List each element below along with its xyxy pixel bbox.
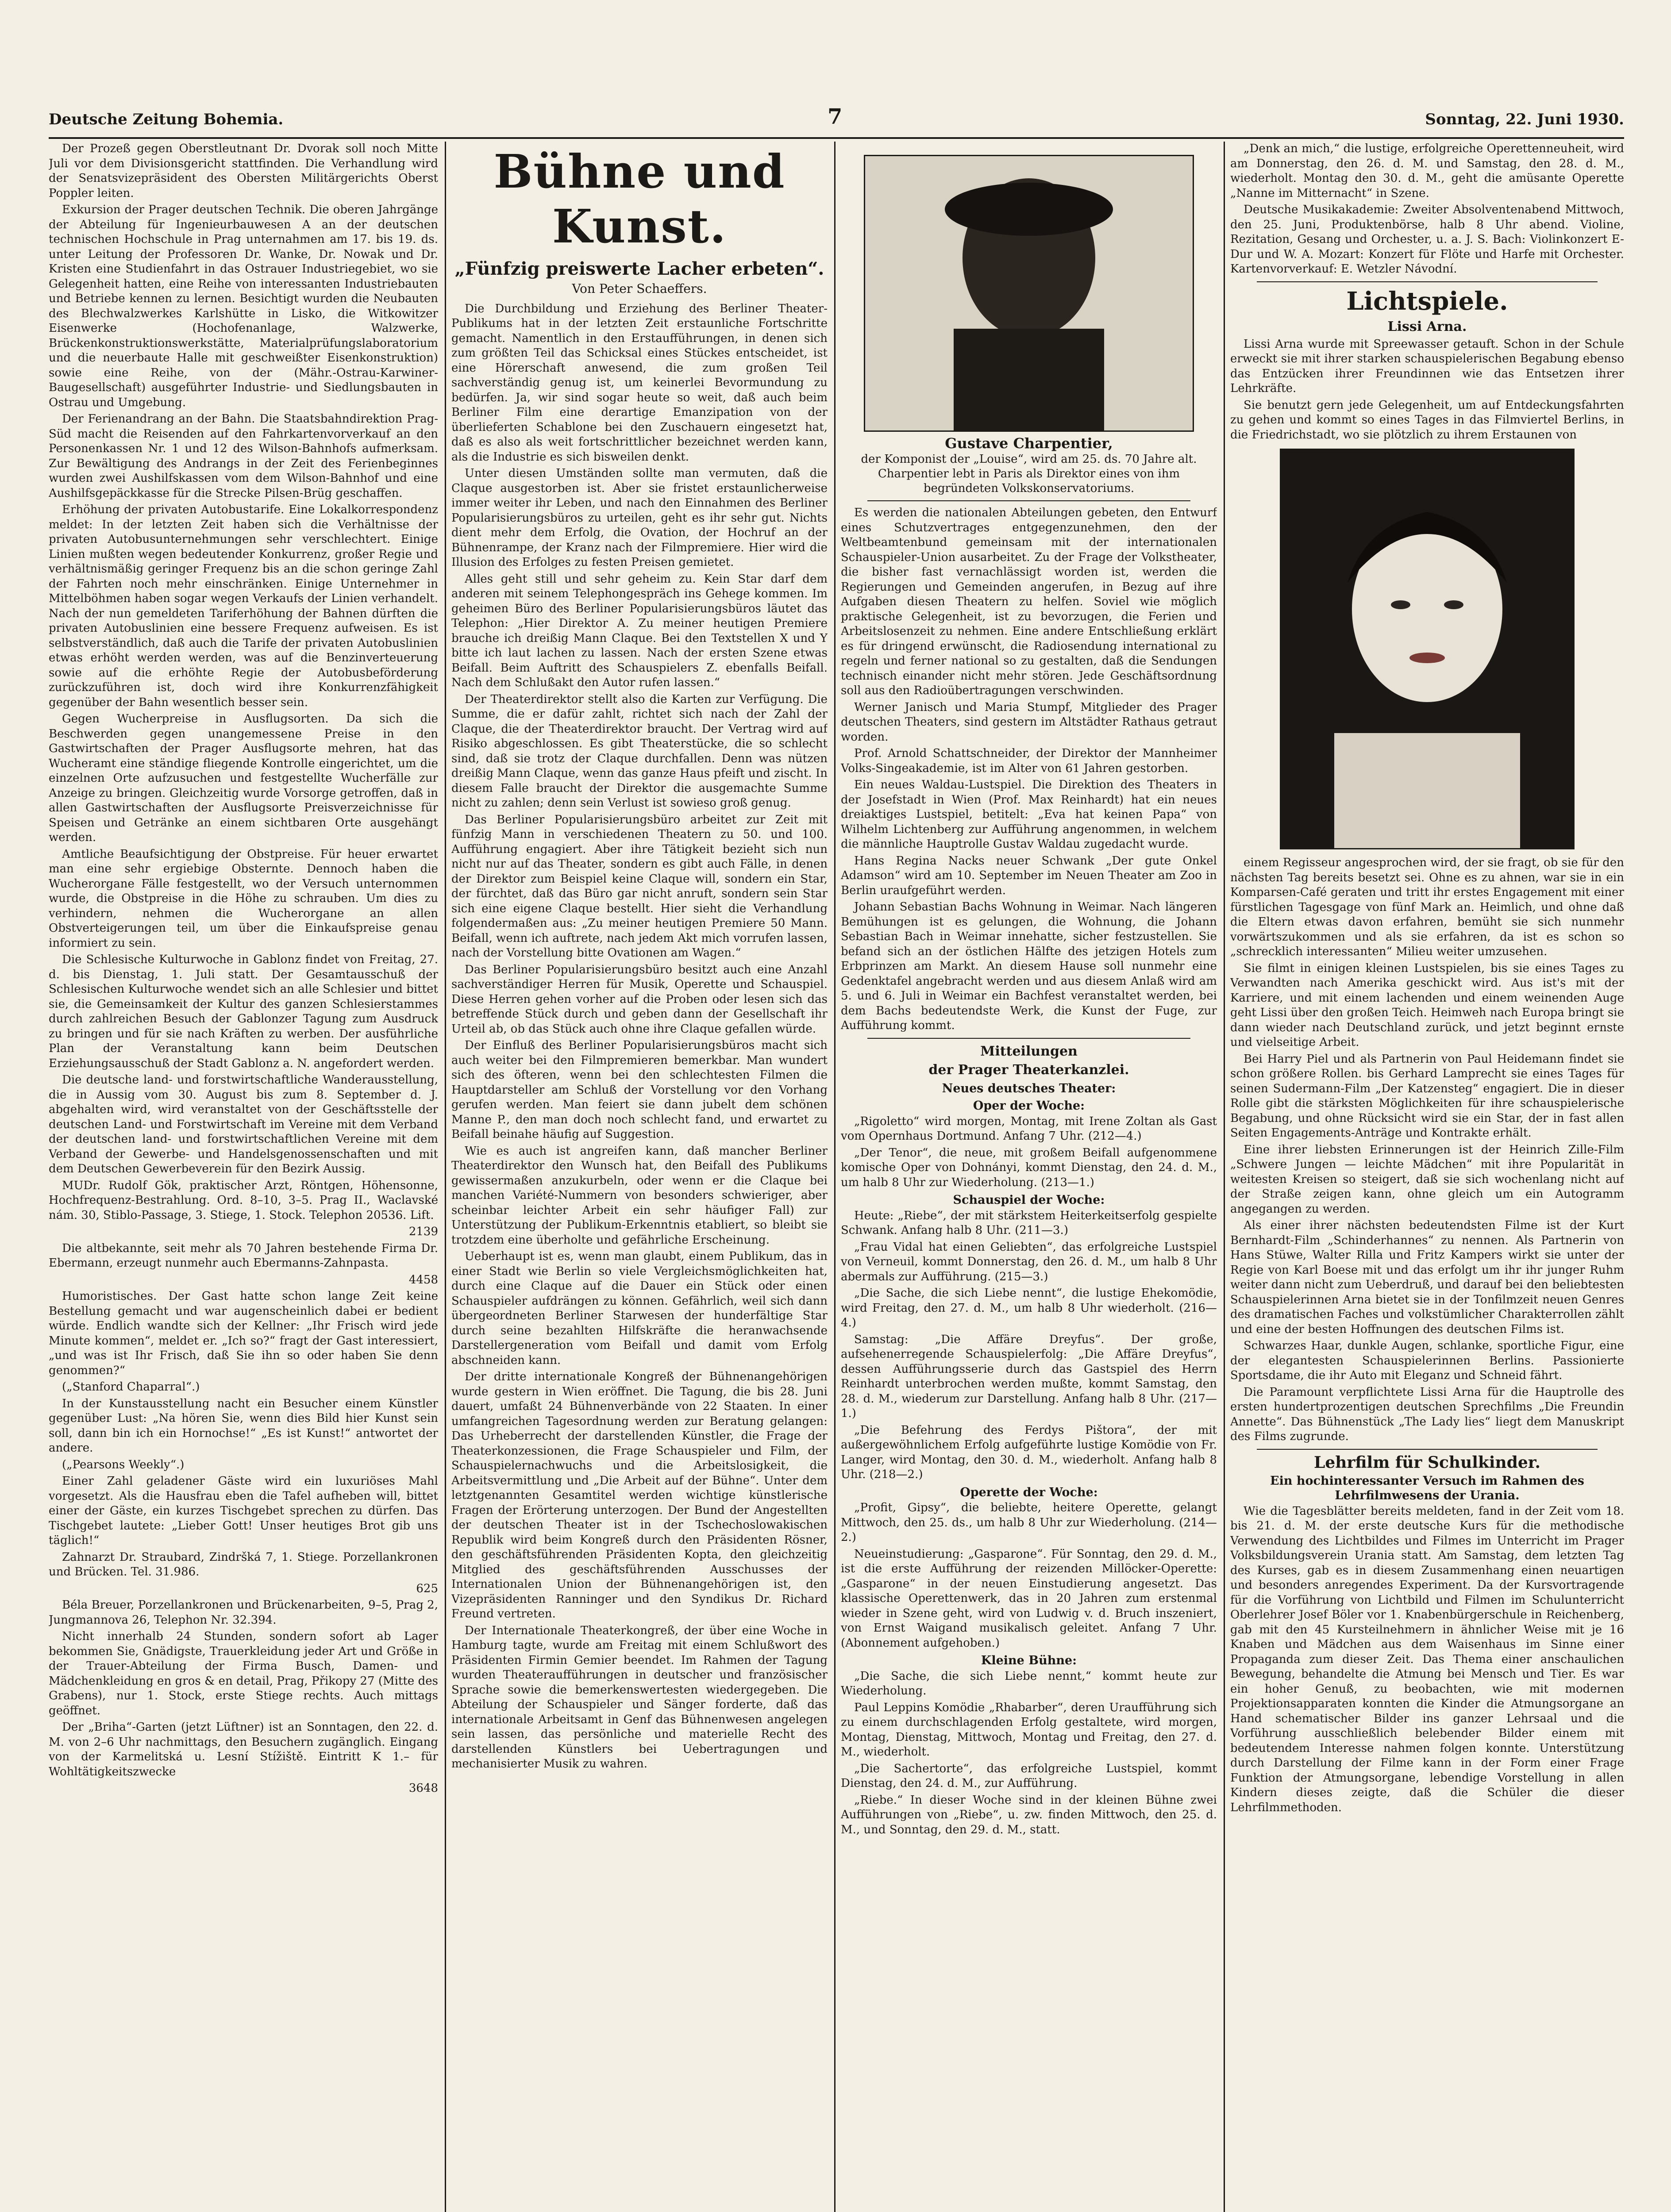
paragraph: „Rigoletto“ wird morgen, Montag, mit Irene Zoltan als Gast vom Opernhaus Dortmund. Anfang 7 Uhr. (212—4.) bbox=[841, 1114, 1217, 1143]
paragraph: Nicht innerhalb 24 Stunden, sondern sofort ab Lager bekommen Sie, Gnädigste, Trauerkleidung jeder Art und Größe in der Trauer-Abteilung der Firma Busch, Damen- und Mädchenkleidung en gros & en detail, Prag, Přikopy 27 (Mitte des Grabens), nur 1. Stock, erste Stiege rechts. Auch mittags geöffnet. bbox=[49, 1630, 438, 1717]
divider bbox=[867, 500, 1190, 501]
schauspiel-heading: Schauspiel der Woche: bbox=[953, 1193, 1105, 1207]
paragraph: „Denk an mich,“ die lustige, erfolgreiche Operettenneuheit, wird am Donnerstag, den 26. d. M. und Samstag, den 28. d. M., wiederholt. Montag den 30. d. M., geht die amüsante Operette „Nanne im Mitternacht“ in Szene. bbox=[1230, 142, 1624, 200]
paragraph: Prof. Arnold Schattschneider, der Direktor der Mannheimer Volks-Singeakademie, ist im Alter von 61 Jahren gestorben. bbox=[841, 747, 1217, 775]
paragraph: Die Schlesische Kulturwoche in Gablonz findet von Freitag, 27. d. bis Dienstag, 1. Juli statt. Der Gesamtausschuß der Schlesischen Kulturwoche wendet sich an alle Schlesier und bittet sie, die Gemeinsamkeit der Kultur des ganzen Schlesierstammes durch zahlreichen Besuch der Gablonzer Tagung zum Ausdruck zu bringen und für sie nach Kräften zu werben. Der ausführliche Plan der Veranstaltung kann beim Deutschen Erziehungsausschuß der Stadt Gablonz a. N. angefordert werden. bbox=[49, 953, 438, 1070]
column-rule bbox=[834, 142, 836, 2212]
paragraph: Der „Briha“-Garten (jetzt Lüftner) ist an Sonntagen, den 22. d. M. von 2–6 Uhr nachmittags, den Besuchern zugänglich. Eingang von der Karmelitská u. Lesní Stížiště. Eintritt K 1.– für Wohltätigkeitszwecke bbox=[49, 1720, 438, 1778]
paragraph: Der dritte internationale Kongreß der Bühnenangehörigen wurde gestern in Wien eröffnet. Die Tagung, die bis 28. Juni dauert, umfaßt 24 Bühnenverbände von 22 Staaten. In einer umfangreichen Tagesordnung werden zur Beratung gelangen: Das Urheberrecht der darstellenden Künstler, die Frage der Theaterkonzessionen, die Frage Schauspieler und Film, der Schauspielernachwuchs und die Arbeitslosigkeit, die Arbeitsvermittlung und „Die Arbeit auf der Bühne“. Unter dem letztgenannten Gesamtitel werden wichtige künstlerische Fragen der Erörterung unterzogen. Der Bund der Angestellten der deutschen Theater ist in der Tschechoslowakischen Republik wird beim Kongreß durch den Präsidenten Rösner, den geschäftsführenden Präsidenten Kopta, den gleichzeitig Mitglied des geschäftsführenden Ausschusses der Internationalen Union der Bühnenangehörigen ist, den Vizepräsidenten Ranninger und den Syndikus Dr. Richard Freund vertreten. bbox=[451, 1370, 828, 1621]
portrait-charpentier bbox=[864, 155, 1194, 432]
paragraph: („Stanford Chaparral“.) bbox=[62, 1380, 200, 1394]
announcements bbox=[1230, 142, 1624, 277]
portrait-name: Gustave Charpentier, bbox=[945, 435, 1113, 452]
mitteilungen-subtitle: der Prager Theaterkanzlei. bbox=[928, 1062, 1129, 1078]
lehrfilm-body bbox=[1230, 1504, 1624, 1816]
paragraph: Einer Zahl geladener Gäste wird ein luxuriöses Mahl vorgesetzt. Als die Hausfrau eben die Tafel aufheben will, bittet einer der Gäste, ein kurzes Tischgebet sprechen zu dürfen. Das Tischgebet lautete: „Lieber Gott! Unser heutiges Brot gib uns täglich!“ bbox=[49, 1475, 438, 1547]
paper-name: Deutsche Zeitung Bohemia. bbox=[49, 111, 284, 128]
issue-date: Sonntag, 22. Juni 1930. bbox=[1425, 111, 1624, 128]
lichtspiele-title: Lichtspiele. bbox=[1346, 286, 1508, 316]
lehrfilm-subtitle: Ein hochinteressanter Versuch im Rahmen des Lehrfilmwesens der Urania. bbox=[1270, 1474, 1584, 1502]
paragraph: Exkursion der Prager deutschen Technik. Die oberen Jahrgänge der Abteilung für Ingenieurbauwesen A an der deutschen technischen Hochschule in Prag unternahmen am 17. bis 19. ds. unter Leitung der Professoren Dr. Wanke, Dr. Nowak und Dr. Kristen eine Studienfahrt in das Ostrauer Industriegebiet, wo sie Gelegenheit hatten, eine Reihe von interessanten Industriebauten und Betriebe kennen zu lernen. Besichtigt wurden die Neubauten des Blechwalzwerkes Karlshütte in Lisko, die Witkowitzer Eisenwerke (Hochofenanlage, Walzwerke, Brückenkonstruktionswerkstätte, Materialprüfungslaboratorium und die neuerbaute Halle mit geschweißter Eisenkonstruktion) sowie eine Reihe, von der (Mähr.-Ostrau-Karwiner-Baugesellschaft) ausgeführter Industrie- und Siedlungsbauten in Ostrau und Umgebung. bbox=[49, 203, 438, 409]
paragraph: „Die Sachertorte“, das erfolgreiche Lustspiel, kommt Dienstag, den 24. d. M., zur Aufführung. bbox=[841, 1762, 1217, 1790]
paragraph: Johann Sebastian Bachs Wohnung in Weimar. Nach längeren Bemühungen ist es gelungen, die Wohnung, die Johann Sebastian Bach in Weimar innehatte, sicher festzustellen. Sie befand sich an der östlichen Hälfte des jetzigen Hotels zum Erbprinzen am Markt. An diesem Hause soll nunmehr eine Gedenktafel angebracht werden und aus diesem Anlaß wird am 5. und 6. Juli in Weimar ein Bachfest veranstaltet werden, bei dem Bachs bedeutendste Werk, die Kunst der Fuge, zur Aufführung kommt. bbox=[841, 900, 1217, 1032]
lichtspiele-intro bbox=[1230, 337, 1624, 443]
paragraph: „Riebe.“ In dieser Woche sind in der kleinen Bühne zwei Aufführungen von „Riebe“, u. zw. finden Mittwoch, den 25. d. M., und Sonntag, den 29. d. M., statt. bbox=[841, 1793, 1217, 1836]
paragraph: Erhöhung der privaten Autobustarife. Eine Lokalkorrespondenz meldet: In der letzten Zeit haben sich die Verhältnisse der privaten Autobusunternehmungen sehr verschlechtert. Einige Linien mußten wegen bedeutender Konkurrenz, großer Regie und verhältnismäßig geringer Frequenz bis an die schon geringe Zahl der Fahrten noch mehr einschränken. Einige Unternehmer in Mittelböhmen haben sogar wegen Verkaufs der Linien verhandelt. Nach der nun gemeldeten Tariferhöhung der Bahnen dürften die privaten Autobuslinien eine bessere Frequenz aufweisen. Es ist selbstverständlich, daß auch die Tarife der privaten Autobuslinien etwas erhöht werden werden, was auf die Benzinverteuerung sowie auf die erhöhte Regie der Autobusbeförderung zurückzuführen ist, doch wird ihre Konkurrenzfähigkeit gegenüber der Bahn wesentlich besser sein. bbox=[49, 503, 438, 709]
lichtspiele-subtitle: Lissi Arna. bbox=[1387, 319, 1467, 334]
column-4 bbox=[1230, 142, 1624, 2212]
mitteilungen-title: Mitteilungen bbox=[980, 1043, 1078, 1059]
paragraph: Der Einfluß des Berliner Popularisierungsbüros macht sich auch weiter bei den Filmpremieren bemerkbar. Man wundert sich des öfteren, wenn bei den schlechtesten Filmen die Hauptdarsteller am Schluß der Vorstellung vor den Vorhang gerufen werden. Man feiert sie dann jubelt dem schönen Manne P., den man doch noch schlecht fand, und erwartet zu Beifall beinahe häufig auf Suggestion. bbox=[451, 1039, 828, 1141]
paragraph: Béla Breuer, Porzellankronen und Brückenarbeiten, 9–5, Prag 2, Jungmannova 26, Telephon Nr. 32.394. bbox=[49, 1598, 438, 1627]
paragraph: Der Internationale Theaterkongreß, der über eine Woche in Hamburg tagte, wurde am Freitag mit einem Schlußwort des Präsidenten Firmin Gemier beendet. Im Rahmen der Tagung wurden Theateraufführungen in deutscher und französischer Sprache sowie die bemerkenswertesten wiedergegeben. Die Abteilung der Schauspieler und Sänger forderte, daß das internationale Arbeitsamt in Genf das Bühnenwesen angelegen sein lassen, das persönliche und materielle Recht des darstellenden Künstlers bei Uebertragungen und mechanisierter Musik zu wahren. bbox=[451, 1624, 828, 1770]
paragraph: Das Berliner Popularisierungsbüro arbeitet zur Zeit mit fünfzig Mann in verschiedenen Theatern zu 50. und 100. Aufführung engagiert. Aber ihre Tätigkeit bezieht sich nun nicht nur auf das Theater, sondern es gibt auch Fälle, in denen der Direktor zum Beispiel keine Claque will, sondern ein Star, der fürchtet, daß das Büro gar nicht anruft, sondern sein Star sich eine eigene Claque bestellt. Hier sieht die Verhandlung folgendermaßen aus: „Zu meiner heutigen Premiere 50 Mann. Beifall, wenn ich auftrete, nach jedem Akt mich vorrufen lassen, nach der Vorstellung bitte Ovationen am Wagen.“ bbox=[451, 813, 828, 960]
kleine-buehne-items bbox=[841, 1669, 1217, 1838]
paragraph: einem Regisseur angesprochen wird, der sie fragt, ob sie für den nächsten Tag bereits besetzt sei. Ohne es zu ahnen, war sie in ein Komparsen-Café geraten und tritt ihr erstes Engagement mit einer fürstlichen Tagesgage von fünf Mark an. Heimlich, und ohne daß die Eltern etwas davon erfahren, bemüht sie sich nunmehr vorwärtszukommen und als sie erfahren, da ist es schon so „schrecklich interessanten“ Milieu weiter umzusehen. bbox=[1230, 856, 1624, 958]
paragraph: Ueberhaupt ist es, wenn man glaubt, einem Publikum, das in einer Stadt wie Berlin so viele Vergleichsmöglichkeiten hat, durch eine Claque auf die Dauer ein Stück oder einen Schauspieler aufdrängen zu können. Gefährlich, weil sich dann übergeordneten Berliner Starwesen der hunderfältige Star durch seine bezahlten Hilfskräfte die heranwachsende Darstellergeneration vom Beifall und damit vom Erfolg abschneiden kann. bbox=[451, 1250, 828, 1367]
kleine-buehne-heading: Kleine Bühne: bbox=[981, 1654, 1077, 1667]
section-title: Bühne und Kunst. bbox=[493, 144, 785, 253]
divider bbox=[1257, 1449, 1598, 1450]
paragraph: Wie es auch ist angreifen kann, daß mancher Berliner Theaterdirektor den Wunsch hat, den Beifall des Publikums gewissermaßen anzukurbeln, oder wenn er die Claque bei manchen Variété-Nummern von besonders schwieriger, aber scheinbar leichter Arbeit ein sehr häufiger Fall) zur Unterstützung der Publikum-Erkenntnis etabliert, so bleibt sie trotzdem eine überholte und gefährliche Erscheinung. bbox=[451, 1144, 828, 1247]
portrait-image bbox=[865, 156, 1193, 430]
paragraph: Die altbekannte, seit mehr als 70 Jahren bestehende Firma Dr. Ebermann, erzeugt nunmehr auch Ebermanns-Zahnpasta. bbox=[49, 1241, 438, 1270]
article-title: „Fünfzig preiswerte Lacher erbeten“. bbox=[454, 258, 824, 279]
paragraph: Alles geht still und sehr geheim zu. Kein Star darf dem anderen mit seinem Telephongespräch ins Gehege kommen. Im geheimen Büro des Berliner Popularisierungsbüros läutet das Telephon: „Hier Direktor A. Zu meiner heutigen Premiere brauche ich dreißig Mann Claque. Bei den Textstellen X und Y bitte ich laut lachen zu lassen. Nach der ersten Szene etwas Beifall. Beim Auftritt des Schauspielers Z. ebenfalls Beifall. Nach dem Schlußakt den Autor rufen lassen.“ bbox=[451, 572, 828, 689]
portrait-image bbox=[1281, 450, 1573, 848]
paragraph: Der Prozeß gegen Oberstleutnant Dr. Dvorak soll noch Mitte Juli vor dem Divisionsgericht stattfinden. Die Verhandlung wird der Senatsvizepräsident des Obersten Militärgerichts Oberst Poppler leiten. bbox=[49, 142, 438, 200]
paragraph: Hans Regina Nacks neuer Schwank „Der gute Onkel Adamson“ wird am 10. September im Neuen Theater am Zoo in Berlin uraufgeführt werden. bbox=[841, 854, 1217, 897]
portrait-caption-text: der Komponist der „Louise“, wird am 25. ds. 70 Jahre alt. Charpentier lebt in Paris als Direktor eines von ihm begründeten Volkskonservatoriums. bbox=[861, 453, 1197, 495]
operette-heading: Operette der Woche: bbox=[960, 1485, 1098, 1499]
paragraph: Es werden die nationalen Abteilungen gebeten, den Entwurf eines Schutzvertrages entgegenzunehmen, den der Weltbeamtenbund gemeinsam mit der internationalen Schauspieler-Union ausarbeitet. Zu der Frage der Volkstheater, die bisher fast vernachlässigt worden ist, werden die Regierungen und Gemeinden angerufen, in Bezug auf ihre Aufgaben diesen Theatern zu helfen. Soviel wie möglich praktische Gelegenheit, ist zu bevorzugen, die Ferien und Arbeitslosenzeit zu nehmen. Eine andere Entschließung erklärt es für dringend erwünscht, die Radiosendung international zu regeln und ferner national so zu gestalten, daß die Sendungen technisch einander nicht mehr stören. Jede Geschäftsordnung soll aus den Radioübertragungen verschwinden. bbox=[841, 506, 1217, 697]
neues-theater-heading: Neues deutsches Theater: bbox=[942, 1081, 1116, 1095]
paragraph: Neueinstudierung: „Gasparone“. Für Sonntag, den 29. d. M., ist die erste Aufführung der reizenden Millöcker-Operette: „Gasparone“ in der neuen Einstudierung angesetzt. Das klassische Operettenwerk, das in 20 Jahren zum erstenmal wieder in Szene geht, wird von Ludwig v. d. Bruch inszeniert, von Ernst Waigand musikalisch geleitet. Anfang 7 Uhr. (Abonnement aufgehoben.) bbox=[841, 1547, 1217, 1650]
paragraph: Zahnarzt Dr. Straubard, Zindršká 7, 1. Stiege. Porzellankronen und Brücken. Tel. 31.986. bbox=[49, 1550, 438, 1578]
paragraph: Der Theaterdirektor stellt also die Karten zur Verfügung. Die Summe, die er dafür zahlt, richtet sich nach der Zahl der Claque, die der Theaterdirektor braucht. Der Vertrag wird auf Risiko abgeschlossen. Es gibt Theaterstücke, die so schlecht sind, daß sie trotz der Claque durchfallen. Denn was nützen dreißig Mann Claque, wenn das ganze Haus pfeift und zischt. In diesem Falle braucht der Direktor die ausgemachte Summe nicht zu zahlen; denn sein Verlust ist sowieso groß genug. bbox=[451, 692, 828, 810]
masthead bbox=[49, 104, 1624, 139]
paragraph: Bei Harry Piel und als Partnerin von Paul Heidemann findet sie schon größere Rollen. bis Gerhard Lamprecht sie eines Tages für seinen Sudermann-Film „Der Katzensteg“ engagiert. Die in dieser Rolle gibt die stärksten Möglichkeiten für ihre schauspielerische Begabung, und ohne Rücksicht wird sie ein Star, der in fast allen Seiten Engagements-Anträge und Kontrakte erhält. bbox=[1230, 1052, 1624, 1140]
paragraph: Das Berliner Popularisierungsbüro besitzt auch eine Anzahl sachverständiger Herren für Musik, Operette und Schauspiel. Diese Herren gehen vorher auf die Proben oder lesen sich das betreffende Stück durch und geben dann der Gesellschaft ihr Urteil ab, ob das Stück auch ohne ihre Claque gefallen würde. bbox=[451, 963, 828, 1036]
paragraph: Als einer ihrer nächsten bedeutendsten Filme ist der Kurt Bernhardt-Film „Schinderhannes“ zu nennen. Als Partnerin von Hans Stüwe, Walter Rilla und Fritz Kampers wirkt sie unter der Regie von Karl Boese mit und das erfolgt um ihr ihr junger Ruhm weiter dann nicht zum Ueberdruß, und darauf bei den beliebtesten Schauspielerinnen Arna bietet sie in der Tonfilmzeit neuen Genres des dramatischen Faches und volkstümlicher Charakterrollen zählt und eine der besten Hoffnungen des deutschen Films ist. bbox=[1230, 1219, 1624, 1336]
paragraph: Gegen Wucherpreise in Ausflugsorten. Da sich die Beschwerden gegen unangemessene Preise in den Gastwirtschaften der Prager Ausflugsorte mehren, hat das Wucheramt eine ständige fliegende Kontrolle eingerichtet, um die einzelnen Orte aufzusuchen und festgestellte Wucherfälle zur Anzeige zu bringen. Gleichzeitig wurde Vorsorge getroffen, daß in allen Gastwirtschaften der Ausflugsorte Preisverzeichnisse für Speisen und Getränke an einem sichtbaren Orte ausgehängt werden. bbox=[49, 712, 438, 844]
portrait-lissi-arna bbox=[1280, 449, 1575, 849]
page-number: 7 bbox=[828, 104, 843, 129]
paragraph: Die Paramount verpflichtete Lissi Arna für die Hauptrolle des ersten hundertprozentigen deutschen Sprechfilms „Die Freundin Annette“. Das Bühnenstück „The Lady lies“ liegt dem Manuskript des Films zugrunde. bbox=[1230, 1385, 1624, 1443]
divider bbox=[867, 1038, 1190, 1039]
paragraph: Schwarzes Haar, dunkle Augen, schlanke, sportliche Figur, eine der elegantesten Schauspielerinnen Berlins. Passionierte Sportsdame, die ihr Auto mit Eleganz und Schneid fährt. bbox=[1230, 1339, 1624, 1382]
paragraph: Werner Janisch und Maria Stumpf, Mitglieder des Prager deutschen Theaters, sind gestern im Altstädter Rathaus getraut worden. bbox=[841, 700, 1217, 744]
column-3 bbox=[841, 142, 1217, 2212]
article-body bbox=[451, 302, 828, 1772]
paragraph: Die Durchbildung und Erziehung des Berliner Theater-Publikums hat in der letzten Zeit erstaunliche Fortschritte gemacht. Namentlich in den Erstaufführungen, in denen sich zum größten Teil das Schicksal eines Stückes entscheidet, ist eine Hörerschaft anwesend, die zum großen Teil sachverständig genug ist, um keinerlei Bevormundung zu bedürfen. Ja, wir sind sogar heute so weit, daß auch beim Berliner Film eine derartige Emanzipation von der überlieferten Schablone bei den Zuschauern eingesetzt hat, daß es also als weit fortschrittlicher bezeichnet werden kann, als die Industrie es sich bisweilen denkt. bbox=[451, 302, 828, 464]
paragraph: Paul Leppins Komödie „Rhabarber“, deren Uraufführung sich zu einem durchschlagenden Erfolg gestaltete, wird morgen, Montag, Dienstag, Mittwoch, Montag und Freitag, den 27. d. M., wiederholt. bbox=[841, 1701, 1217, 1759]
oper-heading: Oper der Woche: bbox=[973, 1099, 1085, 1113]
paragraph: Ein neues Waldau-Lustspiel. Die Direktion des Theaters in der Josefstadt in Wien (Prof. Max Reinhardt) hat ein neues dreiaktiges Lustspiel, betitelt: „Eva hat keinen Papa“ von Wilhelm Lichtenberg zur Aufführung angenommen, in welchem die männliche Hauptrolle Gustav Waldau zugedacht wurde. bbox=[841, 778, 1217, 851]
oper-items bbox=[841, 1114, 1217, 1190]
paragraph: Lissi Arna wurde mit Spreewasser getauft. Schon in der Schule erweckt sie mit ihrer starken schauspielerischen Begabung ebenso das Entzücken ihrer Freundinnen wie das Entsetzen ihrer Lehrkräfte. bbox=[1230, 337, 1624, 395]
column-2 bbox=[451, 142, 828, 2212]
paragraph: Humoristisches. Der Gast hatte schon lange Zeit keine Bestellung gemacht und war augenscheinlich dabei er bedient würde. Endlich wandte sich der Kellner: „Ihr Frisch wird jede Minute kommen“, meldet er. „Ich so?“ fragt der Gast interessiert, „und was ist Ihr Frisch, daß Sie ihn so oder haben Sie denn genommen?“ bbox=[49, 1290, 438, 1377]
paragraph: Amtliche Beaufsichtigung der Obstpreise. Für heuer erwartet man eine sehr ergiebige Obsternte. Dennoch haben die Wucherorgane Fälle festgestellt, wo der Versuch unternommen wurde, die Obstpreise in die Höhe zu schrauben. Um dies zu verhindern, nehmen die Wucherorgane an allen Obstverteigerungen teil, um über die Einkaufspreise genau informiert zu sein. bbox=[49, 847, 438, 950]
paragraph: Sie benutzt gern jede Gelegenheit, um auf Entdeckungsfahrten zu gehen und kommt so eines Tages in das Filmviertel Berlins, in die Friedrichstadt, wo sie plötzlich zu ihrem Erstaunen von bbox=[1230, 398, 1624, 442]
paragraph: Samstag: „Die Affäre Dreyfus“. Der große, aufsehenerregende Schauspielerfolg: „Die Affäre Dreyfus“, dessen Aufführungsserie durch das Gastspiel des Herrn Reinhardt unterbrochen werden mußte, kommt Samstag, den 28. d. M., wiederum zur Darstellung. Anfang halb 8 Uhr. (217—1.) bbox=[841, 1333, 1217, 1420]
lehrfilm-title: Lehrfilm für Schulkinder. bbox=[1314, 1453, 1540, 1472]
paragraph: Sie filmt in einigen kleinen Lustspielen, bis sie eines Tages zu Verwandten nach Amerika geschickt wird. Aus ist's mit der Karriere, und mit einem lachenden und einem weinenden Auge geht Lissi über den großen Teich. Heimweh nach Europa bringt sie dann wieder nach Deutschland zurück, und jetzt beginnt ernste und vielseitige Arbeit. bbox=[1230, 961, 1624, 1049]
paragraph: Wie die Tagesblätter bereits meldeten, fand in der Zeit vom 18. bis 21. d. M. der erste deutsche Kurs für die methodische Verwendung des Lichtbildes und Filmes im Unterricht im Prager Volksbildungsverein Urania statt. Am Samstag, dem letzten Tag des Kurses, gab es in diesem Zusammenhang einen neuartigen und besonders anregendes Experiment. Da der Kursvortragende für die Vorführung von Lichtbild und Filmen im Schulunterricht Oberlehrer Josef Böler vor 1. Knabenbürgerschule in Reichenberg, gab mit den 45 Kursteilnehmern in ähnlicher Weise mit je 16 Knaben und Mädchen aus dem Waisenhaus im Sinne einer Propaganda zum dieser Zeit. Das Thema einer anschaulichen Bewegung, behandelte die Atmung bei Mensch und Tier. Es war ein hoher Genuß, zu beobachten, wie mit modernen Projektionsapparaten konnten die Kinder die Atmungsorgane an Hand schematischer Bilder ins ganzer Lehrsaal und die Vorführung ausschließlich belebender Bilder einem mit bedeutendem Interesse nahmen folgen konnte. Unterstützung durch Darstellung der Filme kann in der Form einer Frage Funktion der Atmungsorgane, lebendige Vorstellung in allen Kindern dieses zeigte, daß die Schüler die dieser Lehrfilmmethoden. bbox=[1230, 1504, 1624, 1814]
divider bbox=[1257, 281, 1598, 282]
paragraph: MUDr. Rudolf Gök, praktischer Arzt, Röntgen, Höhensonne, Hochfrequenz-Bestrahlung. Ord. 8–10, 3–5. Prag II., Waclavské nám. 30, Stiblo-Passage, 3. Stiege, 1. Stock. Telephon 20536. Lift. bbox=[49, 1179, 438, 1222]
paragraph: 625 bbox=[416, 1582, 438, 1595]
lichtspiele-body bbox=[1230, 856, 1624, 1444]
column-rule bbox=[445, 142, 446, 2212]
paragraph: „Profit, Gipsy“, die beliebte, heitere Operette, gelangt Mittwoch, den 25. ds., um halb 8 Uhr zur Wiederholung. (214—2.) bbox=[841, 1501, 1217, 1544]
paragraph: Deutsche Musikakademie: Zweiter Absolventenabend Mittwoch, den 25. Juni, Produktenbörse, halb 8 Uhr abend. Violine, Rezitation, Gesang und Orchester, u. a. J. S. Bach: Violinkonzert E-Dur und W. A. Mozart: Konzert für Flöte und Harfe mit Orchester. Kartenvorverkauf: E. Wetzler Návodní. bbox=[1230, 203, 1624, 276]
paragraph: Heute: „Riebe“, der mit stärkstem Heiterkeitserfolg gespielte Schwank. Anfang halb 8 Uhr. (211—3.) bbox=[841, 1209, 1217, 1237]
paragraph: Unter diesen Umständen sollte man vermuten, daß die Claque ausgestorben ist. Aber sie fristet erstaunlicherweise immer weiter ihr Leben, und nach den Einnahmen des Berliner Popularisierungsbüros zu urteilen, geht es ihr sehr gut. Nichts dient mehr dem Erfolg, die Ovation, der Hochruf an der Bühnenrampe, der Kranz nach der Filmpremiere. Hier wird die Illusion des Erfolges zu festen Preisen gemietet. bbox=[451, 467, 828, 569]
paragraph: 3648 bbox=[408, 1782, 438, 1795]
paragraph: „Die Sache, die sich Liebe nennt“, die lustige Ehekomödie, wird Freitag, den 27. d. M., um halb 8 Uhr wiederholt. (216—4.) bbox=[841, 1286, 1217, 1329]
byline: Von Peter Schaeffers. bbox=[572, 281, 707, 296]
paragraph: („Pearsons Weekly“.) bbox=[62, 1458, 185, 1471]
news-items bbox=[841, 506, 1217, 1033]
operette-items bbox=[841, 1501, 1217, 1651]
paragraph: „Die Sache, die sich Liebe nennt,“ kommt heute zur Wiederholung. bbox=[841, 1669, 1217, 1697]
paragraph: Der Ferienandrang an der Bahn. Die Staatsbahndirektion Prag-Süd macht die Reisenden auf den Fahrkartenvorverkauf an den Personenkassen Nr. 1 und 12 des Wilson-Bahnhofs aufmerksam. Zur Bewältigung des Andrangs in der Zeit des Ferienbeginnes wurden zwei Aushilfskassen vom dem Wilson-Bahnhof und eine Aushilfsgepäckkasse für die Strecke Pilsen-Brüg geschaffen. bbox=[49, 412, 438, 500]
portrait-caption bbox=[841, 436, 1217, 496]
column-1 bbox=[49, 142, 438, 2212]
paragraph: „Die Befehrung des Ferdys Pištora“, der mit außergewöhnlichem Erfolg aufgeführte lustige Komödie von Fr. Langer, wird Montag, den 30. d. M., wiederholt. Anfang halb 8 Uhr. (218—2.) bbox=[841, 1423, 1217, 1481]
column-rule bbox=[1224, 142, 1225, 2212]
paragraph: „Der Tenor“, die neue, mit großem Beifall aufgenommene komische Oper von Dohnányi, kommt Dienstag, den 24. d. M., um halb 8 Uhr zur Wiederholung. (213—1.) bbox=[841, 1146, 1217, 1189]
paragraph: 4458 bbox=[408, 1273, 438, 1286]
paragraph: Eine ihrer liebsten Erinnerungen ist der Heinrich Zille-Film „Schwere Jungen — leichte Mädchen“ mit ihre Popularität in weitesten Kreisen so steigert, daß sie sich wochenlang nicht auf der Straße zeigen kann, ohne gleich um ein Autogramm angegangen zu werden. bbox=[1230, 1143, 1624, 1216]
schauspiel-items bbox=[841, 1209, 1217, 1482]
paragraph: Die deutsche land- und forstwirtschaftliche Wanderausstellung, die in Aussig vom 30. August bis zum 8. September d. J. abgehalten wird, wird veranstaltet von der Geschäftsstelle der deutschen Land- und Forstwirtschaft im Vereine mit dem Verband der deutschen land- und forstwirtschaftlichen Vereine mit dem Verband der Gewerbe- und Handelsgenossenschaften und mit dem Deutschen Gewerbeverein für den Bezirk Aussig. bbox=[49, 1073, 438, 1175]
paragraph: 2139 bbox=[408, 1225, 438, 1238]
paragraph: In der Kunstausstellung nacht ein Besucher einem Künstler gegenüber Lust: „Na hören Sie, wenn dies Bild hier Kunst sein soll, dann bin ich ein Hornochse!“ „Es ist Kunst!“ antwortet der andere. bbox=[49, 1397, 438, 1455]
paragraph: „Frau Vidal hat einen Geliebten“, das erfolgreiche Lustspiel von Verneuil, kommt Donnerstag, den 26. d. M., um halb 8 Uhr abermals zur Aufführung. (215—3.) bbox=[841, 1240, 1217, 1283]
